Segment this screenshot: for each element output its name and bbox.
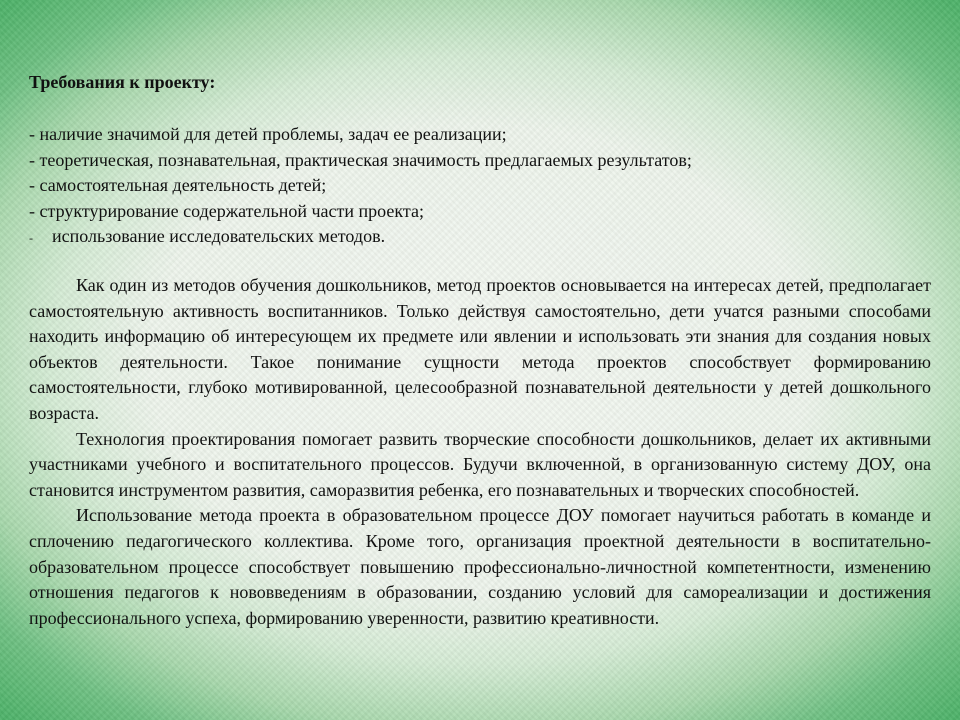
requirement-item-1: - наличие значимой для детей проблемы, задач ее реализации; [29, 124, 507, 144]
paragraph-project-method: Как один из методов обучения дошкольников, метод проектов основывается на интересах детей, предполагает самостоятельную активность воспитанников. Только действуя самостоятельно, дети учатся разными способами находить информацию об интересующем их предмете или явлении и использовать эти знания для создания новых объектов деятельности. Такое понимание сущности метода проектов способствует формированию самостоятельности, глубоко мотивированной, целесообразной познавательной деятельности у детей дошкольного возраста. [29, 274, 931, 423]
slide-heading: Требования к проекту: [29, 72, 216, 92]
spacer [29, 252, 931, 273]
requirement-item-3: - самостоятельная деятельность детей; [29, 175, 327, 196]
slide-content [29, 70, 931, 631]
requirement-item-5 [29, 224, 931, 252]
requirements-list [29, 122, 931, 252]
requirement-item-5-text: использование исследовательских методов. [52, 226, 386, 247]
paragraph-teamwork: Использование метода проекта в образовательном процессе ДОУ помогает научиться работать в команде и сплочению педагогического коллектива. Кроме того, организация проектной деятельности в воспитательно-образовательном процессе способствует повышению профессионально-личностной компетентности, изменению отношения педагогов к нововведениям в образовании, созданию условий для самореализации и достижения профессионального успеха, формированию уверенности, развитию креативности. [29, 505, 931, 628]
bullet-dash: - [29, 231, 33, 246]
spacer [29, 98, 931, 122]
requirement-item-2: - теоретическая, познавательная, практическая значимость предлагаемых результатов; [29, 149, 692, 170]
paragraph-design-technology: Технология проектирования помогает развить творческие способности дошкольников, делает их активными участниками учебного и воспитательного процессов. Будучи включенной, в организованную систему ДОУ, она становится инструментом развития, саморазвития ребенка, его познавательных и творческих способностей. [29, 428, 931, 500]
requirement-item-4: - структурирование содержательной части проекта; [29, 200, 424, 221]
